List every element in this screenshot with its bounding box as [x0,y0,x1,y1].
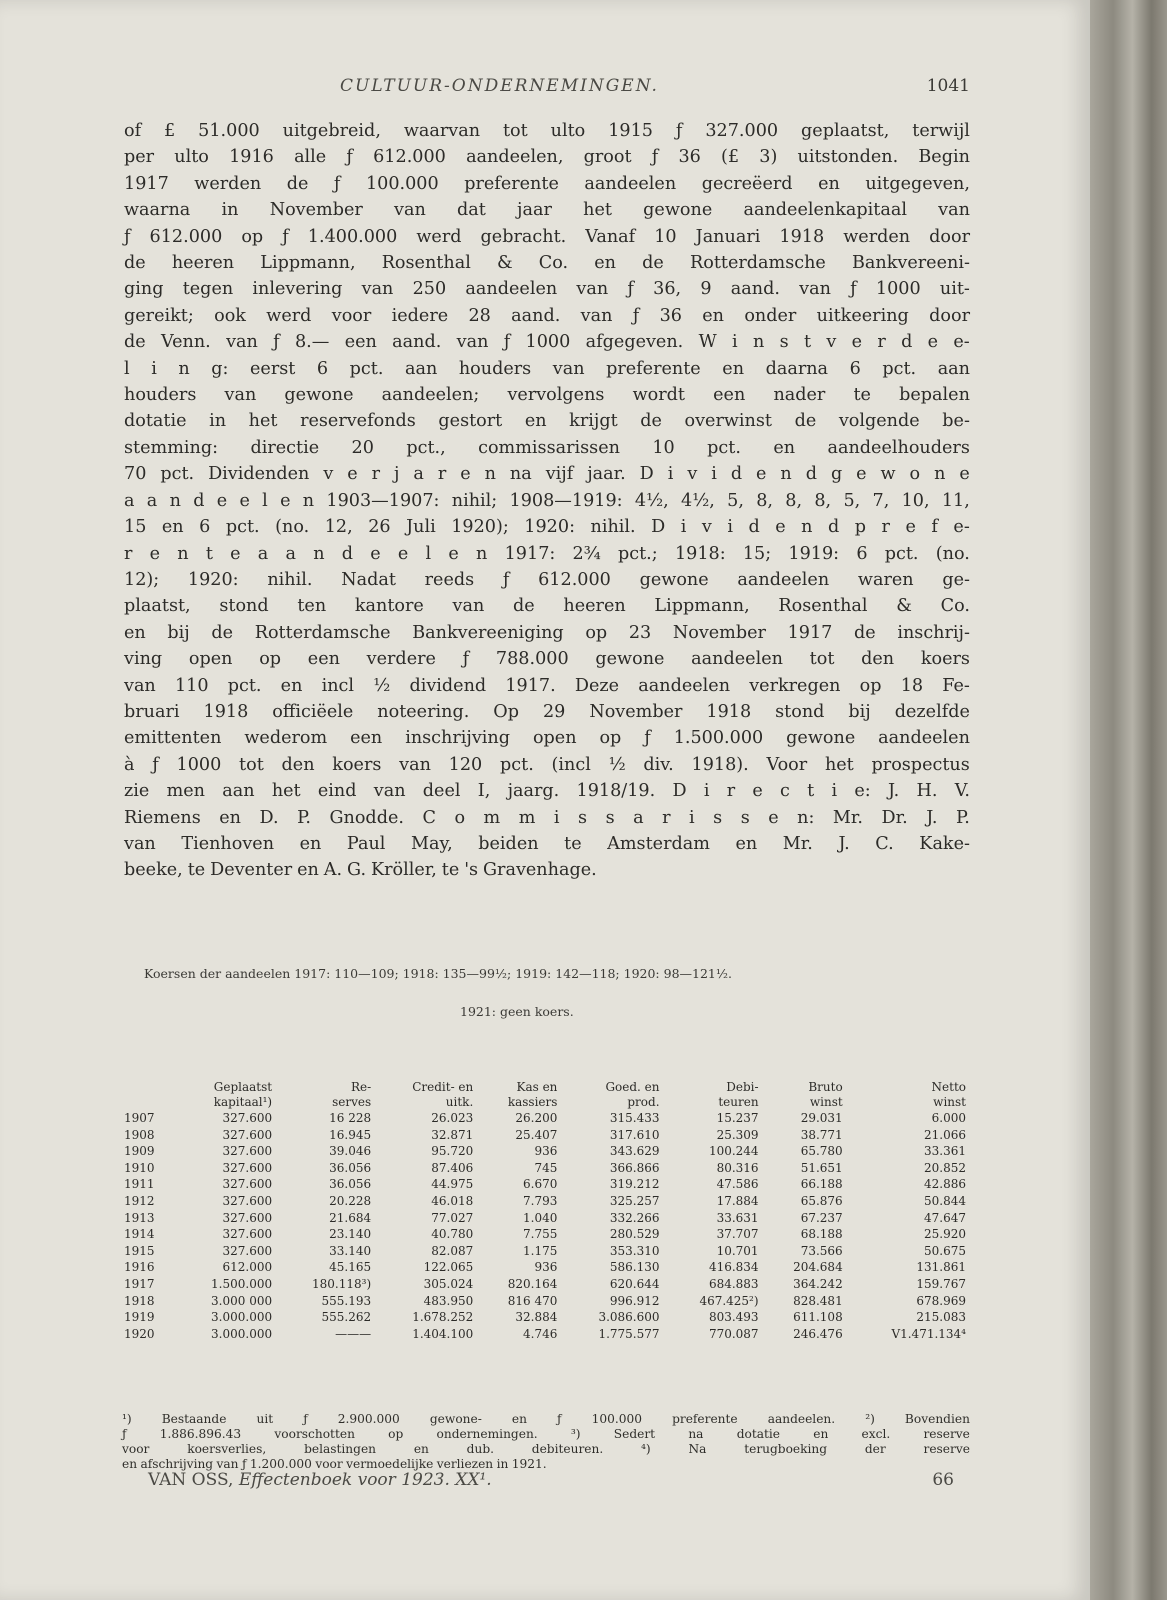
table-cell: 678.969 [916,1293,966,1308]
table-cell: 44.975 [431,1177,474,1192]
text-line: Riemens en D. P. Gnodde. C o m m i s s a r i s s e n: Mr. Dr. J. P. [124,807,970,828]
table-cell: 745 [534,1160,558,1175]
table-cell: 23.140 [329,1227,372,1242]
column-header-sub: prod. [627,1095,660,1109]
table-cell: 1.678.252 [412,1310,474,1325]
text-line: 1917 werden de ƒ 100.000 preferente aandeelen gecreëerd en uitgegeven, [124,173,970,194]
table-cell: 40.780 [431,1227,474,1242]
text-line: l i n g: eerst 6 pct. aan houders van preferente en daarna 6 pct. aan [124,358,970,379]
column-header: Netto [931,1080,966,1094]
table-cell: 327.600 [222,1243,273,1258]
row-year: 1917 [124,1276,155,1291]
column-header: Kas en [516,1080,558,1094]
table-cell: 3.000.000 [211,1326,273,1341]
table-cell: 332.266 [609,1210,660,1225]
text-line: of £ 51.000 uitgebreid, waarvan tot ulto 1915 ƒ 327.000 geplaatst, terwijl [124,121,970,141]
table-cell: 50.844 [924,1193,966,1208]
column-header-sub: teuren [718,1095,759,1109]
footnote-line: voor koersverlies, belastingen en dub. debiteuren. ⁴) Na terugboeking der reserve [122,1442,970,1456]
table-row [122,1176,968,1193]
table-cell: 327.600 [222,1160,273,1175]
table-cell: 32.884 [515,1310,558,1325]
column-header-sub: serves [332,1095,372,1109]
text-line: de Venn. van ƒ 8.— een aand. van ƒ 1000 afgegeven. W i n s t v e r d e e- [124,332,970,353]
table-cell: 100.244 [708,1144,759,1159]
text-line: 70 pct. Dividenden v e r j a r e n na vijf jaar. D i v i d e n d g e w o n e [124,464,970,485]
table-cell: 15.237 [716,1111,759,1125]
table-cell: 42.886 [924,1177,966,1192]
column-header: Re- [350,1080,372,1094]
table-cell: 33.631 [716,1210,759,1225]
page-header [120,76,970,102]
text-line: à ƒ 1000 tot den koers van 120 pct. (incl ½ div. 1918). Voor het prospectus [124,754,970,775]
text-line: ving open op een verdere ƒ 788.000 gewone aandeelen tot den koers [124,649,970,670]
row-year: 1915 [124,1243,155,1258]
table-cell: 467.425²) [699,1293,759,1308]
body-text [124,118,970,884]
table-cell: 4.746 [523,1326,558,1341]
row-year: 1919 [124,1310,155,1325]
table-cell: 20.228 [329,1193,372,1208]
row-year: 1909 [124,1144,155,1159]
table-row [122,1259,968,1276]
table-cell: 215.083 [916,1310,966,1325]
table-cell: 36.056 [329,1177,372,1192]
column-header-sub: winst [933,1095,966,1109]
book-spine [1090,0,1167,1600]
text-line: ging tegen inlevering van 250 aandeelen van ƒ 36, 9 aand. van ƒ 1000 uit- [124,279,970,300]
column-header: Bruto [808,1080,843,1094]
table-cell: 315.433 [609,1111,660,1125]
share-prices-1921: 1921: geen koers. [460,1004,574,1019]
row-year: 1907 [124,1111,155,1125]
table-cell: 51.651 [800,1160,843,1175]
table-cell: 327.600 [222,1177,273,1192]
row-year: 1913 [124,1210,155,1225]
footer-book-title: Effectenboek voor 1923. XX¹. [238,1470,492,1490]
text-line: r e n t e a a n d e e l e n 1917: 2¾ pct.; 1918: 15; 1919: 6 pct. (no. [124,543,970,564]
table-cell: 1.775.577 [598,1326,660,1341]
column-header-sub: kassiers [507,1095,558,1109]
row-year: 1910 [124,1160,155,1175]
table-cell: 131.861 [916,1260,966,1275]
row-year: 1918 [124,1293,155,1308]
column-header: Credit- en [412,1080,474,1094]
table-cell: 327.600 [222,1127,273,1142]
table-cell: 327.600 [222,1111,273,1125]
table-cell: 555.193 [321,1293,372,1308]
table-cell: 611.108 [793,1310,843,1325]
text-line: per ulto 1916 alle ƒ 612.000 aandeelen, groot ƒ 36 (£ 3) uitstonden. Begin [124,147,970,168]
table-cell: 10.701 [716,1243,759,1258]
table-cell: 26.200 [515,1111,558,1125]
text-line: stemming: directie 20 pct., commissarissen 10 pct. en aandeelhouders [124,437,970,458]
column-header-sub: winst [809,1095,843,1109]
table-cell: 6.000 [931,1111,966,1125]
column-header-sub: uitk. [445,1095,474,1109]
row-year: 1914 [124,1227,155,1242]
table-cell: 45.165 [329,1260,372,1275]
text-line: 12); 1920: nihil. Nadat reeds ƒ 612.000 gewone aandeelen waren ge- [124,569,970,590]
table-cell: 67.237 [800,1210,843,1225]
table-cell: 17.884 [716,1193,759,1208]
table-cell: 684.883 [708,1276,759,1291]
table-cell: 33.361 [924,1144,966,1159]
table-cell: 3.086.600 [598,1310,660,1325]
text-line: ƒ 612.000 op ƒ 1.400.000 werd gebracht. Vanaf 10 Januari 1918 werden door [124,226,970,247]
text-line: emittenten wederom een inschrijving open op ƒ 1.500.000 gewone aandeelen [124,728,970,749]
table-cell: 364.242 [793,1276,843,1291]
table-cell: 180.118³) [312,1276,372,1291]
table-cell: 21.684 [329,1210,372,1225]
table-cell: 20.852 [924,1160,966,1175]
table-cell: 66.188 [800,1177,843,1192]
table-cell: 159.767 [916,1276,966,1291]
footnotes [122,1412,970,1472]
table-cell: 95.720 [431,1144,474,1159]
table-cell: 620.644 [609,1276,660,1291]
table-cell: 16 228 [329,1111,372,1125]
table-cell: 46.018 [431,1193,474,1208]
table-cell: 50.675 [924,1243,966,1258]
table-row [122,1293,968,1310]
row-year: 1908 [124,1127,155,1142]
table-cell: 36.056 [329,1160,372,1175]
table-cell: 37.707 [716,1227,759,1242]
text-line: houders van gewone aandeelen; vervolgens wordt een nader te bepalen [124,385,970,406]
text-line: gereikt; ook werd voor iedere 28 aand. van ƒ 36 en onder uitkeering door [124,305,970,326]
table-cell: 3.000.000 [211,1310,273,1325]
table-cell: 353.310 [609,1243,660,1258]
table-cell: 1.500.000 [211,1276,273,1291]
footnote-line: ¹) Bestaande uit ƒ 2.900.000 gewone- en ƒ 100.000 preferente aandeelen. ²) Bovendien [122,1412,970,1426]
table-cell: 612.000 [222,1260,273,1275]
table-cell: 366.866 [609,1160,660,1175]
table-cell: 25.407 [515,1127,558,1142]
table-cell: 73.566 [800,1243,843,1258]
table-cell: 770.087 [708,1326,759,1341]
table-cell: 327.600 [222,1144,273,1159]
table-cell: 343.629 [609,1144,660,1159]
table-cell: 586.130 [609,1260,660,1275]
table-row [122,1160,968,1177]
column-header: Geplaatst [213,1080,273,1094]
text-line: zie men aan het eind van deel I, jaarg. 1918/19. D i r e c t i e: J. H. V. [124,781,970,802]
table-cell: 25.920 [924,1227,966,1242]
column-header: Debi- [726,1080,759,1094]
table-cell: 29.031 [800,1111,843,1125]
table-header-row-1 [122,1080,968,1095]
column-header-sub [122,1095,172,1110]
footnote-line: en afschrijving van ƒ 1.200.000 voor vermoedelijke verliezen in 1921. [122,1457,547,1471]
table-cell: 317.610 [609,1127,660,1142]
row-year: 1911 [124,1177,155,1192]
text-line: 15 en 6 pct. (no. 12, 26 Juli 1920); 1920: nihil. D i v i d e n d p r e f e- [124,517,970,538]
table-cell: 80.316 [716,1160,759,1175]
table-cell: 6.670 [523,1177,558,1192]
page-number: 1041 [926,76,970,96]
table-cell: 38.771 [800,1127,843,1142]
table-cell: 204.684 [793,1260,843,1275]
table-row [122,1210,968,1227]
text-line: de heeren Lippmann, Rosenthal & Co. en de Rotterdamsche Bankvereeni- [124,253,970,274]
table-cell: 820.164 [507,1276,558,1291]
table-cell: 7.755 [523,1227,558,1242]
table-cell: 68.188 [800,1227,843,1242]
footer-publisher: VAN OSS, [148,1470,234,1490]
table-row [122,1326,968,1343]
column-header [122,1080,172,1095]
text-line: dotatie in het reservefonds gestort en krijgt de overwinst de volgende be- [124,411,970,432]
column-header-sub: kapitaal¹) [213,1095,273,1109]
table-cell: 87.406 [431,1160,474,1175]
text-line: van 110 pct. en incl ½ dividend 1917. Deze aandeelen verkregen op 18 Fe- [124,675,970,696]
table-cell: 26.023 [431,1111,474,1125]
table-cell: 122.065 [423,1260,474,1275]
table-cell: 7.793 [523,1193,558,1208]
row-year: 1916 [124,1260,155,1275]
financial-table [122,1080,968,1342]
text-line: bruari 1918 officiëele noteering. Op 29 November 1918 stond bij dezelfde [124,701,970,722]
table-cell: 483.950 [423,1293,474,1308]
table-body [122,1110,968,1342]
table-cell: 803.493 [708,1310,759,1325]
text-line: en bij de Rotterdamsche Bankvereeniging op 23 November 1917 de inschrij- [124,622,970,643]
footer-citation [148,1470,492,1490]
text-line: plaatst, stond ten kantore van de heeren Lippmann, Rosenthal & Co. [124,596,970,617]
table-cell: 33.140 [329,1243,372,1258]
table-cell: 305.024 [423,1276,474,1291]
table-cell: 39.046 [329,1144,372,1159]
table-cell: 65.780 [800,1144,843,1159]
table-cell: 325.257 [609,1193,660,1208]
table-cell: 16.945 [329,1127,372,1142]
table-cell: 65.876 [800,1193,843,1208]
table-cell: 47.647 [924,1210,966,1225]
table-cell: 25.309 [716,1127,759,1142]
row-year: 1912 [124,1193,155,1208]
table-cell: V1.471.134⁴ [891,1326,966,1341]
table-cell: 1.175 [523,1243,558,1258]
text-line: van Tienhoven en Paul May, beiden te Amsterdam en Mr. J. C. Kake- [124,833,970,854]
table-cell: 3.000 000 [211,1293,273,1308]
table-cell: 327.600 [222,1227,273,1242]
table-cell: 416.834 [708,1260,759,1275]
table-cell: 936 [534,1144,558,1159]
table-cell: 47.586 [716,1177,759,1192]
table-cell: 77.027 [431,1210,474,1225]
page-footer [148,1470,954,1494]
table-row [122,1143,968,1160]
text-line: beeke, te Deventer en A. G. Kröller, te 's Gravenhage. [124,860,597,881]
footnote-line: ƒ 1.886.896.43 voorschotten op ondernemingen. ³) Sedert na dotatie en excl. reserve [122,1427,970,1441]
table-cell: 996.912 [609,1293,660,1308]
table-cell: 1.404.100 [412,1326,474,1341]
table-cell: 280.529 [609,1227,660,1242]
table-cell: 327.600 [222,1210,273,1225]
table-cell: 246.476 [793,1326,843,1341]
table-row [122,1243,968,1260]
share-prices-line: Koersen der aandeelen 1917: 110—109; 1918: 135—99½; 1919: 142—118; 1920: 98—121½. [144,966,732,981]
table-row [122,1127,968,1144]
running-title: CULTUUR-ONDERNEMINGEN. [340,76,659,96]
table-row [122,1110,968,1127]
table-header-row-2 [122,1095,968,1110]
table-cell: 1.040 [523,1210,558,1225]
table-cell: 319.212 [609,1177,660,1192]
table-cell: 828.481 [793,1293,843,1308]
table-cell: 21.066 [924,1127,966,1142]
column-header: Goed. en [605,1080,660,1094]
table-row [122,1226,968,1243]
text-line: waarna in November van dat jaar het gewone aandeelenkapitaal van [124,200,970,221]
table-cell: 816 470 [507,1293,558,1308]
row-year: 1920 [124,1326,155,1341]
table-cell: 82.087 [431,1243,474,1258]
table-row [122,1309,968,1326]
table-row [122,1193,968,1210]
text-line: a a n d e e l e n 1903—1907: nihil; 1908—1919: 4½, 4½, 5, 8, 8, 8, 5, 7, 10, 11, [124,490,970,511]
table-cell: 327.600 [222,1193,273,1208]
footer-sheet-number: 66 [932,1470,954,1490]
table-row [122,1276,968,1293]
table-cell: 32.871 [431,1127,474,1142]
table-cell: ——— [335,1326,372,1341]
table-cell: 936 [534,1260,558,1275]
table-cell: 555.262 [321,1310,372,1325]
